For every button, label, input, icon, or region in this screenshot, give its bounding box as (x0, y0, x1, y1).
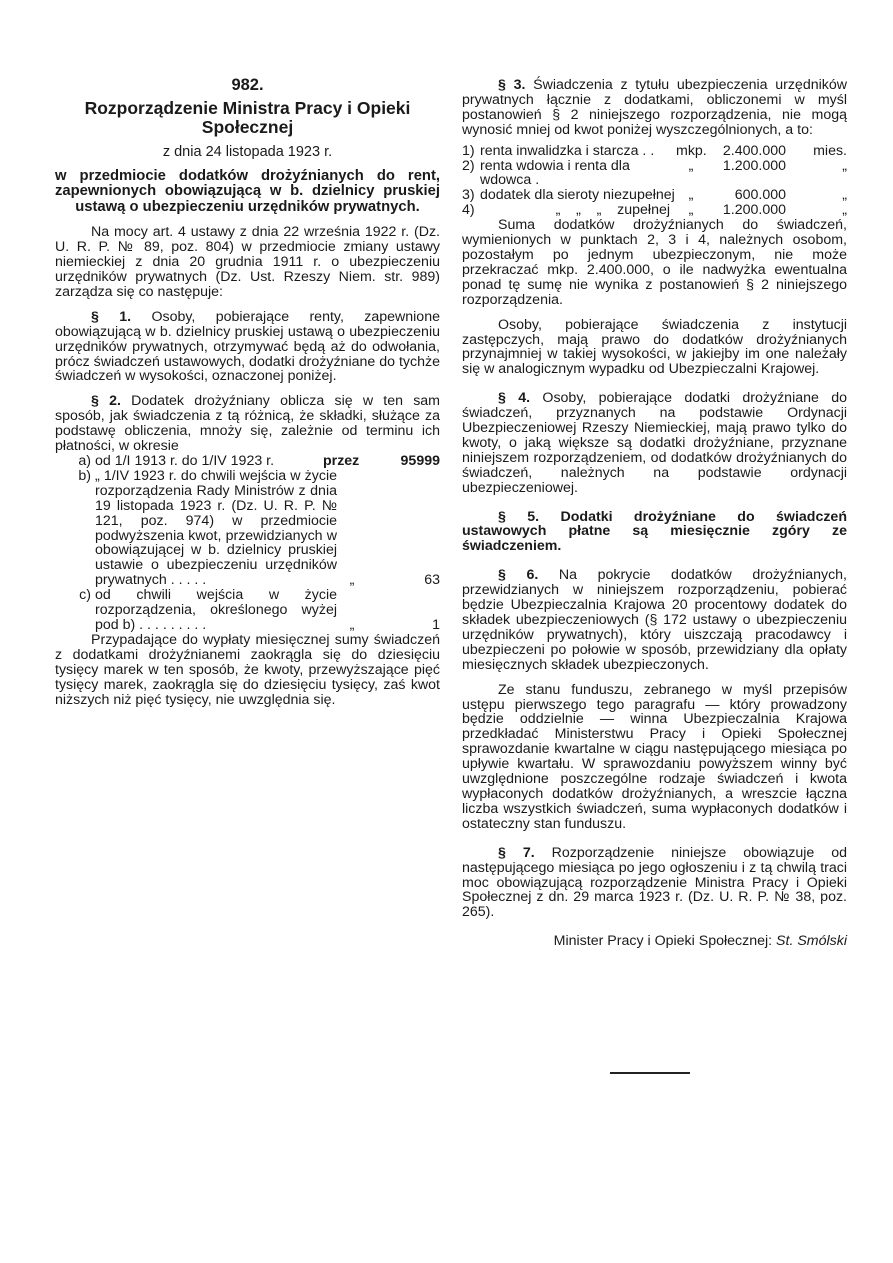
item-text: „ „ „ zupełnej (555, 202, 670, 219)
item-unit: „ (688, 187, 694, 204)
paragraph-3 (462, 78, 847, 138)
item-ditto: „ (349, 572, 355, 589)
item-unit: „ (688, 157, 694, 174)
preamble: Na mocy art. 4 ustawy z dnia 22 września 1922 r. (Dz. U. R. P. № 89, poz. 804) w przedmiocie zmiany ustawy niemieckiej z dnia 20 grudnia 1911 r. o ubezpieczeniu urzędników prywatnych (Dz. Ust. Rzeszy Niem. str. 989) zarządza się co następuje: (55, 224, 440, 300)
item-text: od 1/I 1913 r. do 1/IV 1923 r. (95, 453, 275, 469)
item-amount: 1.200.000 (722, 202, 786, 219)
paragraph-text: Na pokrycie dodatków drożyźnianych, przewidzianych w niniejszem rozporządzeniu, pobierać będzie Ubezpieczalnia Krajowa 20 procentowy dodatek do składek ubezpieczeniowych (§ 172 ustawy o ubezpieczeniu urzędników prywatnych), który uiszczają pracodawcy i ubezpieczeni po połowie w sposób, przewidziany dla opłaty miesięcznych składek ubezpieczonych. (462, 567, 847, 673)
minimum-amounts-list (462, 144, 847, 219)
paragraph-label: § 5. (498, 508, 540, 525)
paragraph-label: § 3. (498, 77, 526, 93)
sum-limit: Suma dodatków drożyźnianych do świadczeń, wymienionych w punktach 2, 3 i 4, należnych osobom, pozostałym po jednym ubezpieczonym, nie może przekraczać mkp. 2.400.000, o ile nadwyżka ewentualna ponad tę sumę nie wynika z postanowień § 2 niniejszego rozporządzenia. (462, 217, 847, 308)
paragraph-label: § 7. (498, 844, 535, 861)
document-date: z dnia 24 listopada 1923 r. (162, 143, 333, 160)
item-amount: 1.200.000 (722, 157, 786, 174)
multiplier-list (55, 454, 440, 633)
item-text: dodatek dla sieroty niezupełnej (480, 187, 675, 204)
item-text: renta wdowia i renta dla wdowca . (480, 157, 630, 189)
paragraph-text: Świadczenia z tytułu ubezpieczenia urzędników prywatnych łącznie z dodatkami, obliczonemi w myśl postanowień § 2 niniejszego rozporządzenia, nie mogą wynosić mniej od kwot poniżej wyszczególnionych, a to: (462, 77, 847, 138)
rounding-rule: Przypadające do wypłaty miesięcznej sumy świadczeń z dodatkami drożyźnianemi zaokrągla się do dziesięciu tysięcy marek w ten sposób, że kwoty, przewyższające pięć tysięcy marek, zaokrągla się do dziesięciu tysięcy, zaś kwot niższych niż pięć tysięcy, nie uwzględnia się. (55, 631, 440, 708)
document-subject: w przedmiocie dodatków drożyźnianych do rent, zapewnionych obowiązującą w b. dzielnicy pruskiej ustawą o ubezpieczeniu urzędników prywatnych. (55, 167, 440, 215)
item-number: 982. (231, 76, 264, 94)
item-amount: 600.000 (734, 187, 786, 204)
list-item (55, 588, 440, 633)
end-divider (610, 1072, 690, 1074)
item-label: c) (79, 587, 91, 604)
item-amount: 2.400.000 (722, 142, 786, 159)
list-item (462, 144, 847, 159)
paragraph-text: Dodatki drożyźniane do świadczeń ustawowych płatne są miesięcznie zgóry ze świadczeniem. (462, 508, 847, 555)
item-period: mies. (813, 142, 847, 159)
paragraph-6 (462, 568, 847, 672)
item-text: od chwili wejścia w życie rozporządzenia, określonego wyżej pod b) . . . . . . . . . (95, 587, 337, 633)
document-title: Rozporządzenie Ministra Pracy i Opieki Społecznej (84, 97, 411, 137)
left-column (55, 78, 440, 707)
item-period: „ (842, 157, 847, 174)
item-period: „ (842, 202, 847, 219)
item-number: 2) (462, 157, 475, 174)
item-text: renta inwalidzka i starcza . . (480, 142, 655, 159)
item-prefix: przez (323, 453, 360, 469)
paragraph-text: Osoby, pobierające dodatki drożyźniane do świadczeń, przyznanych na podstawie Ordynacji Ubezpieczeniowej Rzeszy Niemieckiej, mają prawo tylko do kwoty, o jaką większe są dodatki drożyźniane, przyznane niniejszem rozporządzeniem, od dodatków drożyźnianych do świadczeń, należnych na podstawie ordynacji ubezpieczeniowej. (462, 390, 848, 496)
signature-name: St. Smólski (776, 933, 847, 950)
item-number: 4) (462, 202, 475, 219)
item-number: 3) (462, 187, 475, 204)
item-unit: mkp. (676, 142, 707, 159)
paragraph-2 (55, 394, 440, 454)
paragraph-label: § 6. (498, 567, 539, 584)
paragraph-7 (462, 846, 847, 921)
list-item (462, 159, 847, 189)
item-label: a) (78, 453, 91, 469)
list-item (55, 454, 440, 469)
item-value: 1 (432, 616, 440, 633)
list-item (462, 203, 847, 218)
right-column (462, 78, 847, 949)
item-number: 1) (462, 142, 475, 159)
signature-role: Minister Pracy i Opieki Społecznej: (553, 933, 773, 950)
item-label: b) (78, 467, 91, 484)
substitute-institutions: Osoby, pobierające świadczenia z instytucji zastępczych, mają prawo do dodatków drożyźnianych przynajmniej w takiej wysokości, w jakiejby im one należały się w analogicznym wypadku od Ubezpieczalni Krajowej. (462, 316, 847, 378)
paragraph-1 (55, 310, 440, 385)
item-period: „ (842, 187, 847, 204)
paragraph-4 (462, 391, 847, 495)
fund-report: Ze stanu funduszu, zebranego w myśl przepisów ustępu pierwszego tego paragrafu — który prowadzony będzie oddzielnie — winna Ubezpieczalnia Krajowa przedkładać Ministerstwu Pracy i Opieki Społecznej sprawozdanie kwartalne w ciągu następującego miesiąca po upływie kwartału. W sprawozdaniu powyższem winny być uwzględnione poszczególne rodzaje świadczeń i kwota wypłaconych dodatków drożyźnianych, a wreszcie łączna liczba wszystkich świadczeń, suma wypłaconych dodatków i ostateczny stan funduszu. (462, 681, 847, 832)
paragraph-text: Dodatek drożyźniany oblicza się w ten sam sposób, jak świadczenia z tą różnicą, że składki, służące za podstawę obliczenia, mnoży się, zależnie od terminu ich płatności, w okresie (55, 393, 440, 455)
paragraph-label: § 4. (498, 390, 531, 407)
list-item (55, 469, 440, 588)
signature (462, 934, 847, 949)
paragraph-label: § 2. (91, 393, 121, 410)
item-ditto: „ (349, 616, 355, 633)
item-text: „ 1/IV 1923 r. do chwili wejścia w życie rozporządzenia Rady Ministrów z dnia 19 listopada 1923 r. (Dz. U. R. P. № 121, poz. 974) w przedmiocie podwyższenia kwot, przewidzianych w obowiązującej w b. dzielnicy pruskiej ustawie o ubezpieczeniu urzędników prywatnych . . . . . (95, 467, 337, 589)
item-value: 63 (424, 572, 440, 589)
paragraph-text: Osoby, pobierające renty, zapewnione obowiązującą w b. dzielnicy pruskiej ustawą o ubezpieczeniu urzędników prywatnych, otrzymywać będą aż do odwołania, prócz świadczeń ustawowych, dodatki drożyźniane do tychże świadczeń w wysokości, oznaczonej poniżej. (55, 308, 440, 385)
item-unit: „ (688, 202, 694, 219)
paragraph-label: § 1. (91, 308, 132, 325)
paragraph-text: Rozporządzenie niniejsze obowiązuje od następującego miesiąca po jego ogłoszeniu i z tą chwilą traci moc obowiązującą rozporządzenie Ministra Pracy i Opieki Społecznej z dn. 29 marca 1923 r. (Dz. U. R. P. № 38, poz. 265). (462, 844, 847, 921)
paragraph-5 (462, 510, 847, 555)
list-item (462, 188, 847, 203)
item-value: 95999 (400, 453, 440, 469)
